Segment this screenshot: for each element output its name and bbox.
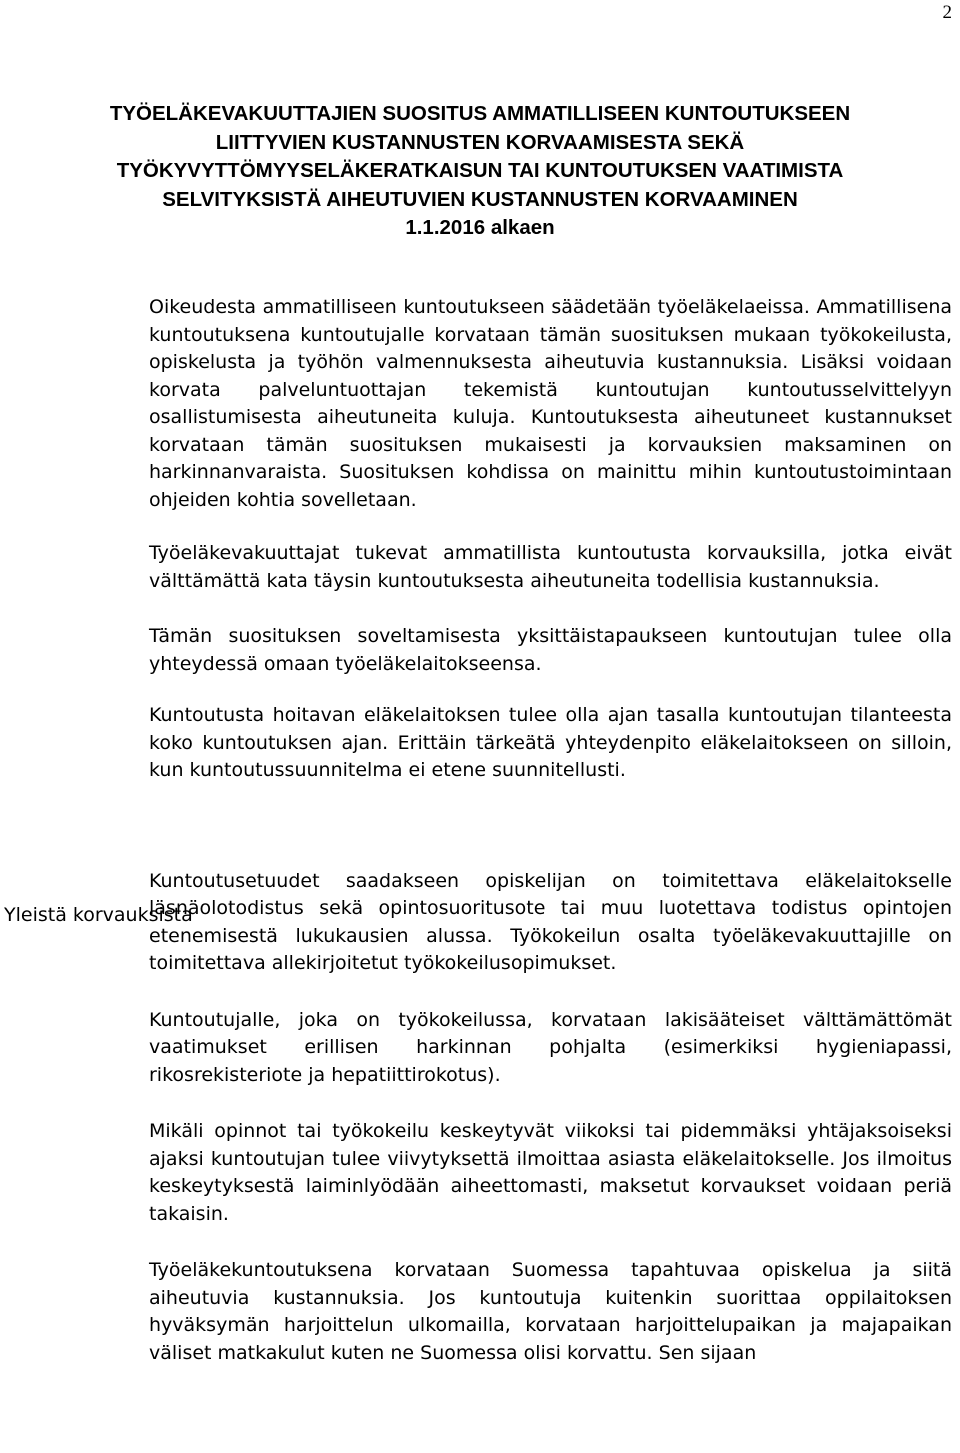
paragraph-study-in-finland: Työeläkekuntoutuksena korvataan Suomessa tapahtuvaa opiskelua ja siitä aiheutuvia kustannuksia. Jos kuntoutuja kuitenkin suorittaa oppilaitoksen hyväksymän harjoittelun ulkomailla, korvataan harjoittelupaikan ja majapaikan väliset matkakulut kuten ne Suomessa olisi korvattu. Sen sijaan [149, 1259, 952, 1364]
title-line-2: LIITTYVIEN KUSTANNUSTEN KORVAAMISESTA SEKÄ [215, 130, 745, 154]
paragraph-contact-institution: Tämän suosituksen soveltamisesta yksittäistapaukseen kuntoutujan tulee olla yhteydessä omaan työeläkelaitokseensa. [149, 625, 952, 675]
title-line-3: TYÖKYVYTTÖMYYSELÄKERATKAISUN TAI KUNTOUTUKSEN VAATIMISTA [116, 159, 844, 182]
paragraph-attendance-certificates: Kuntoutusetuudet saadakseen opiskelijan on toimitettava eläkelaitokselle läsnäolotodistus sekä opintosuoritusote tai muu luotettava todistus opintojen etenemisestä lukukausien alussa. Työkokeilun osalta työeläkevakuuttajille on toimitettava allekirjoitetut työkokeilusopimukset. [149, 869, 952, 974]
page-number: 2 [942, 2, 952, 23]
paragraph-institution-up-to-date: Kuntoutusta hoitavan eläkelaitoksen tulee olla ajan tasalla kuntoutujan tilanteesta koko kuntoutuksen ajan. Erittäin tärkeätä yhteydenpito eläkelaitokseen on silloin, kun kuntoutussuunnitelma ei etene suunnitellusti. [149, 704, 952, 781]
paragraph-right-to-rehabilitation: Oikeudesta ammatilliseen kuntoutukseen säädetään työeläkelaeissa. Ammatillisena kuntoutuksena kuntoutujalle korvataan tämän suosituksen mukaan työkokeilusta, opiskelusta ja työhön valmennuksesta aiheutuvia kustannuksia. Lisäksi voidaan korvata palveluntuottajan tekemistä kuntoutujan kuntoutusselvittelyyn osallistumisesta aiheutuneita kuluja. Kuntoutuksesta aiheutuneet kustannukset korvataan tämän suosituksen mukaisesti ja korvauksien maksaminen on harkinnanvaraista. Suosituksen kohdissa on mainittu mihin kuntoutustoimintaan ohjeiden kohtia sovelletaan. [149, 296, 952, 511]
title-line-4: SELVITYKSISTÄ AIHEUTUVIEN KUSTANNUSTEN KORVAAMINEN [162, 187, 798, 211]
title-line-5: 1.1.2016 alkaen [405, 216, 555, 239]
section-side-heading: Yleistä korvauksista [4, 904, 193, 926]
document-title [60, 100, 900, 243]
title-line-1: TYÖELÄKEVAKUUTTAJIEN SUOSITUS AMMATILLISEEN KUNTOUTUKSEEN [109, 102, 851, 125]
paragraph-interruptions: Mikäli opinnot tai työkokeilu keskeytyvät viikoksi tai pidemmäksi yhtäjaksoiseksi ajaksi kuntoutujan tulee viivytyksettä ilmoittaa asiasta eläkelaitokselle. Jos ilmoitus keskeytyksestä laiminlyödään aiheettomasti, maksetut korvaukset voidaan periä takaisin. [149, 1120, 952, 1225]
document-body [149, 294, 952, 1367]
paragraph-insurers-support: Työeläkevakuuttajat tukevat ammatillista kuntoutusta korvauksilla, jotka eivät välttämättä kata täysin kuntoutuksesta aiheutuneita todellisia kustannuksia. [149, 542, 952, 592]
paragraph-statutory-requirements: Kuntoutujalle, joka on työkokeilussa, korvataan lakisääteiset välttämättömät vaatimukset erillisen harkinnan pohjalta (esimerkiksi hygieniapassi, rikosrekisteriote ja hepatiittirokotus). [149, 1008, 952, 1086]
